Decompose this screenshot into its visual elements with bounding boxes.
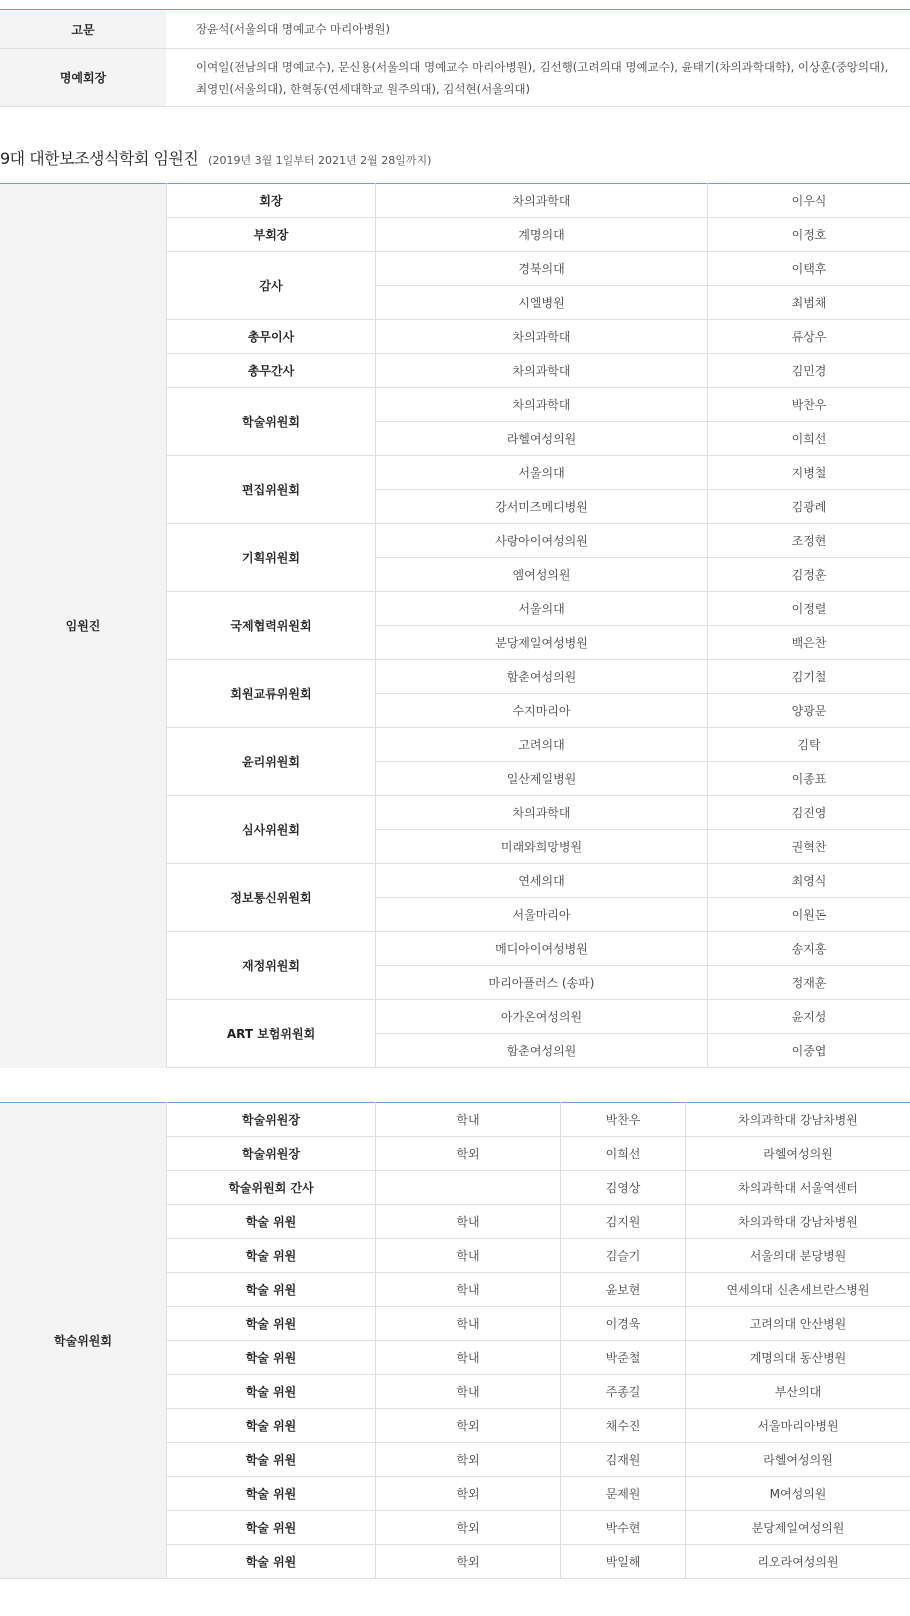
officer-name: 김진영 [708,796,910,830]
academic-role: 학술 위원 [167,1443,376,1477]
officer-org: 차의과학대 [376,320,708,354]
academic-name: 김재원 [561,1443,686,1477]
academic-name: 박준철 [561,1341,686,1375]
academic-role: 학술 위원 [167,1477,376,1511]
officer-org: 메디아이여성병원 [376,932,708,966]
officer-role: 국제협력위원회 [167,592,376,660]
officer-name: 지병철 [708,456,910,490]
officer-org: 수지마리아 [376,694,708,728]
officer-org: 함춘여성의원 [376,1034,708,1068]
officer-org: 고려의대 [376,728,708,762]
academic-name: 윤보현 [561,1273,686,1307]
academic-role: 학술 위원 [167,1545,376,1579]
academic-role: 학술 위원 [167,1511,376,1545]
officers-table [0,183,910,1068]
officer-org: 차의과학대 [376,354,708,388]
academic-name: 박찬우 [561,1103,686,1137]
officer-name: 이원돈 [708,898,910,932]
academic-role: 학술 위원 [167,1375,376,1409]
officer-org: 일산제일병원 [376,762,708,796]
academic-category: 학내 [376,1341,561,1375]
academic-category: 학외 [376,1409,561,1443]
academic-org: 리오라여성의원 [686,1545,910,1579]
academic-name: 박수현 [561,1511,686,1545]
officer-org: 함춘여성의원 [376,660,708,694]
academic-role: 학술위원장 [167,1137,376,1171]
officer-name: 최영식 [708,864,910,898]
officer-role: 회장 [167,184,376,218]
officers-group-label: 임원진 [0,184,167,1068]
academic-org: 차의과학대 서울역센터 [686,1171,910,1205]
officer-org: 시엘병원 [376,286,708,320]
advisor-row [0,10,910,49]
academic-category: 학내 [376,1239,561,1273]
officer-name: 김민경 [708,354,910,388]
officer-name: 윤지성 [708,1000,910,1034]
academic-category: 학내 [376,1375,561,1409]
honorary-line-1: 이여일(전남의대 명예교수), 문신용(서울의대 명예교수 마리아병원), 김선행(고려의대 명예교수), 윤태기(차의과학대학), 이상훈(중앙의대), [196,59,889,74]
officer-name: 이택후 [708,252,910,286]
officer-name: 송지홍 [708,932,910,966]
honorary-label: 명예회장 [0,49,166,107]
section-heading [0,146,431,170]
academic-name: 김슬기 [561,1239,686,1273]
officer-org: 엠여성의원 [376,558,708,592]
academic-group-label: 학술위원회 [0,1103,167,1579]
officer-name: 이종표 [708,762,910,796]
officer-name: 이우식 [708,184,910,218]
academic-org: 차의과학대 강남차병원 [686,1103,910,1137]
officer-role: 감사 [167,252,376,320]
officer-name: 정재훈 [708,966,910,1000]
academic-name: 이희선 [561,1137,686,1171]
officer-role: 기획위원회 [167,524,376,592]
officer-role: 회원교류위원회 [167,660,376,728]
officer-org: 마리아플러스 (송파) [376,966,708,1000]
officer-org: 라헬여성의원 [376,422,708,456]
officer-name: 이정렬 [708,592,910,626]
academic-name: 주종길 [561,1375,686,1409]
academic-role: 학술 위원 [167,1409,376,1443]
academic-role: 학술 위원 [167,1307,376,1341]
officer-org: 서울의대 [376,592,708,626]
officer-role: 심사위원회 [167,796,376,864]
officer-org: 연세의대 [376,864,708,898]
academic-category [376,1171,561,1205]
officer-org: 차의과학대 [376,796,708,830]
officer-role: ART 보험위원회 [167,1000,376,1068]
officer-role: 정보통신위원회 [167,864,376,932]
officer-name: 김광례 [708,490,910,524]
academic-role: 학술 위원 [167,1341,376,1375]
academic-role: 학술 위원 [167,1273,376,1307]
academic-org: 서울마리아병원 [686,1409,910,1443]
academic-committee-table [0,1102,910,1579]
officer-org: 강서미즈메디병원 [376,490,708,524]
academic-role: 학술위원회 간사 [167,1171,376,1205]
officer-name: 김정훈 [708,558,910,592]
academic-name: 김지원 [561,1205,686,1239]
officer-org: 계명의대 [376,218,708,252]
officer-org: 차의과학대 [376,184,708,218]
officer-role: 총무이사 [167,320,376,354]
officer-name: 이희선 [708,422,910,456]
academic-role: 학술위원장 [167,1103,376,1137]
academic-org: 분당제일여성의원 [686,1511,910,1545]
section-title: 9대 대한보조생식학회 임원진 [0,149,199,168]
academic-category: 학내 [376,1273,561,1307]
officer-role: 총무간사 [167,354,376,388]
academic-category: 학외 [376,1545,561,1579]
officer-name: 최범채 [708,286,910,320]
academic-org: 고려의대 안산병원 [686,1307,910,1341]
officer-name: 김기철 [708,660,910,694]
academic-role: 학술 위원 [167,1239,376,1273]
officer-org: 아가온여성의원 [376,1000,708,1034]
honorary-line-2: 최영민(서울의대), 한혁동(연세대학교 원주의대), 김석현(서울의대) [196,81,531,96]
officer-org: 차의과학대 [376,388,708,422]
advisor-value: 장윤석(서울의대 명예교수 마리아병원) [166,10,910,49]
academic-org: 라헬여성의원 [686,1137,910,1171]
officer-name: 권혁찬 [708,830,910,864]
officer-role: 편집위원회 [167,456,376,524]
officer-name: 류상우 [708,320,910,354]
officer-org: 미래와희망병원 [376,830,708,864]
academic-org: 라헬여성의원 [686,1443,910,1477]
academic-org: 계명의대 동산병원 [686,1341,910,1375]
advisor-label: 고문 [0,10,166,49]
academic-category: 학외 [376,1137,561,1171]
officer-role: 학술위원회 [167,388,376,456]
officer-role: 윤리위원회 [167,728,376,796]
academic-name: 채수진 [561,1409,686,1443]
academic-org: 차의과학대 강남차병원 [686,1205,910,1239]
section-period: (2019년 3월 1일부터 2021년 2월 28일까지) [208,154,432,167]
officer-name: 김탁 [708,728,910,762]
officer-org: 경북의대 [376,252,708,286]
honorary-row [0,49,910,107]
advisor-honorary-table [0,9,910,107]
academic-org: 연세의대 신촌세브란스병원 [686,1273,910,1307]
officer-org: 서울의대 [376,456,708,490]
academic-name: 문제원 [561,1477,686,1511]
officer-name: 조정현 [708,524,910,558]
officer-name: 이정호 [708,218,910,252]
academic-category: 학외 [376,1511,561,1545]
academic-org: M여성의원 [686,1477,910,1511]
academic-org: 부산의대 [686,1375,910,1409]
officer-row [0,184,910,218]
academic-category: 학외 [376,1443,561,1477]
academic-name: 김영상 [561,1171,686,1205]
officer-name: 양광문 [708,694,910,728]
academic-org: 서울의대 분당병원 [686,1239,910,1273]
academic-category: 학내 [376,1205,561,1239]
officer-org: 분당제일여성병원 [376,626,708,660]
officer-name: 백은찬 [708,626,910,660]
academic-category: 학내 [376,1103,561,1137]
officer-name: 이중엽 [708,1034,910,1068]
academic-category: 학외 [376,1477,561,1511]
officer-org: 서울마리아 [376,898,708,932]
academic-row [0,1103,910,1137]
officer-name: 박찬우 [708,388,910,422]
academic-category: 학내 [376,1307,561,1341]
academic-name: 박일해 [561,1545,686,1579]
academic-name: 이경욱 [561,1307,686,1341]
officer-role: 재정위원회 [167,932,376,1000]
officer-org: 사랑아이여성의원 [376,524,708,558]
officer-role: 부회장 [167,218,376,252]
academic-role: 학술 위원 [167,1205,376,1239]
honorary-value [166,49,910,107]
